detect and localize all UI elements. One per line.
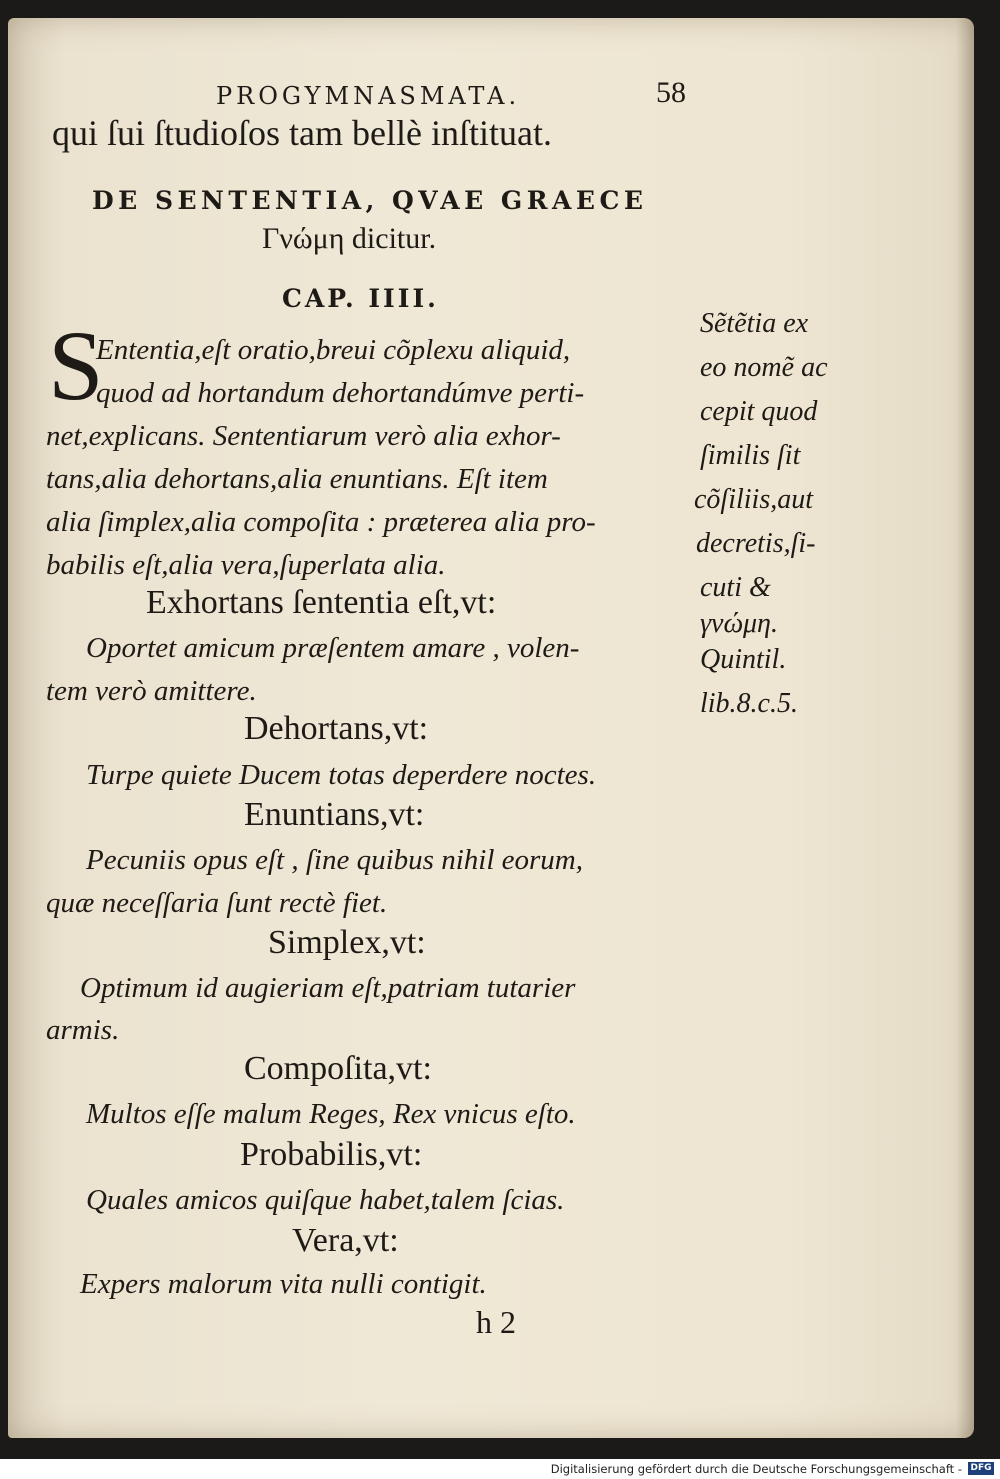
book-page	[8, 18, 974, 1438]
margin-note-line: cuti &	[700, 572, 771, 603]
signature-mark: h 2	[476, 1304, 516, 1340]
example-line: Turpe quiete Ducem totas deperdere noctes.	[86, 759, 597, 791]
drop-capital: S	[48, 310, 104, 421]
margin-note-line: decretis,ſi-	[696, 528, 816, 559]
footer-bar	[0, 1459, 1000, 1479]
example-line: Optimum id augieriam eſt,patriam tutarier	[80, 972, 576, 1004]
example-label: Enuntians,vt:	[244, 796, 425, 833]
margin-note-line: lib.8.c.5.	[700, 688, 798, 719]
running-title: PROGYMNASMATA.	[216, 82, 521, 110]
chapter-number: CAP. IIII.	[282, 284, 439, 313]
margin-note-line: Quintil.	[700, 644, 787, 675]
example-label: Probabilis,vt:	[240, 1136, 423, 1173]
body-line: quod ad hortandum dehortandúmve perti-	[96, 377, 585, 409]
example-line: armis.	[46, 1014, 120, 1046]
margin-note-line: cõſiliis,aut	[694, 484, 813, 515]
page-number: 58	[656, 76, 686, 109]
body-line: babilis eſt,alia vera,ſuperlata alia.	[46, 549, 446, 581]
example-line: Pecuniis opus eſt , ſine quibus nihil eorum,	[86, 844, 583, 876]
margin-note-line: Sẽtẽtia ex	[700, 308, 809, 339]
body-line: alia ſimplex,alia compoſita : præterea alia pro-	[46, 506, 596, 538]
margin-note-line: cepit quod	[700, 396, 818, 427]
example-line: Multos eſſe malum Reges, Rex vnicus eſto.	[86, 1098, 576, 1130]
body-line: net,explicans. Sententiarum verò alia exhor-	[46, 420, 561, 452]
example-line: Quales amicos quiſque habet,talem ſcias.	[86, 1184, 565, 1216]
example-label: Simplex,vt:	[268, 924, 426, 961]
example-line: tem verò amittere.	[46, 675, 257, 707]
margin-note-line: eo nomẽ ac	[700, 352, 828, 383]
body-line: Ententia,eſt oratio,breui cõplexu aliquid,	[96, 334, 571, 366]
chapter-title: DE SENTENTIA, QVAE GRAECE	[92, 186, 648, 215]
chapter-title-greek: Γνώμη dicitur.	[262, 222, 437, 255]
footer-credit: Digitalisierung gefördert durch die Deutsche Forschungsgemeinschaft -	[550, 1462, 962, 1476]
example-line: Oportet amicum præſentem amare , volen-	[86, 632, 580, 664]
body-line: tans,alia dehortans,alia enuntians. Eſt item	[46, 463, 548, 495]
example-label: Dehortans,vt:	[244, 710, 429, 747]
margin-note-line: γνώμη.	[700, 608, 778, 639]
carryover-line: qui ſui ſtudioſos tam bellè inſtituat.	[52, 113, 552, 153]
example-line: quæ neceſſaria ſunt rectè fiet.	[46, 887, 388, 919]
example-label: Vera,vt:	[292, 1222, 399, 1259]
example-line: Expers malorum vita nulli contigit.	[80, 1268, 487, 1300]
margin-note-line: ſimilis ſit	[700, 440, 801, 471]
example-label: Compoſita,vt:	[244, 1050, 432, 1087]
dfg-logo: DFG	[968, 1462, 994, 1475]
example-label: Exhortans ſententia eſt,vt:	[146, 584, 497, 621]
